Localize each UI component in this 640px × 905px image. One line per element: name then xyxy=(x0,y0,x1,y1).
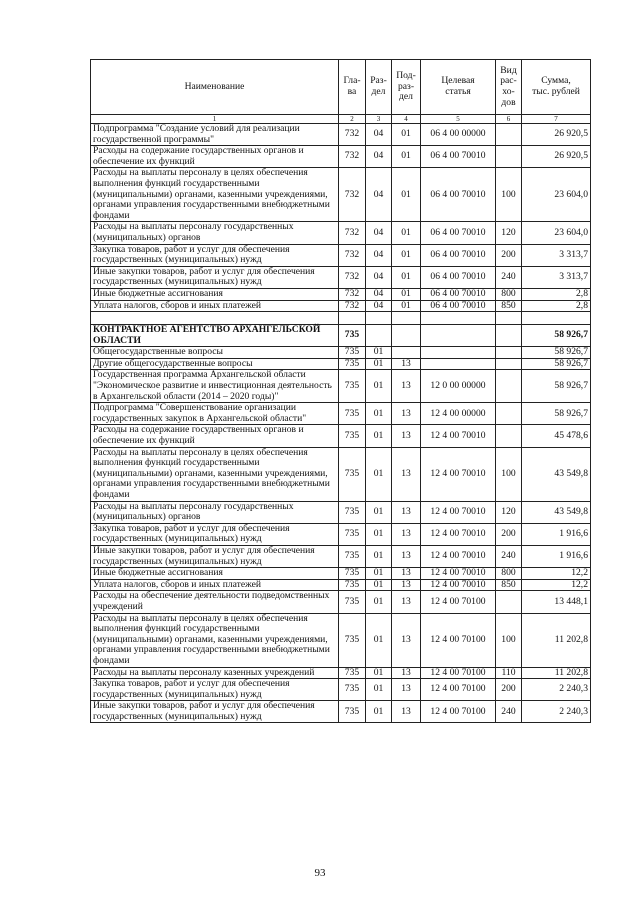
row-section: 01 xyxy=(366,701,392,723)
row-subsection: 13 xyxy=(392,591,421,613)
spacer-cell xyxy=(366,312,392,325)
row-chapter: 735 xyxy=(339,591,366,613)
header-name: Наименование xyxy=(91,60,339,115)
row-subsection: 01 xyxy=(392,124,421,146)
row-name: Подпрограмма "Совершенствование организации государственных закупок в Архангельской области" xyxy=(91,403,339,425)
column-number: 2 xyxy=(339,115,366,124)
budget-table xyxy=(90,59,591,723)
row-name: Уплата налогов, сборов и иных платежей xyxy=(91,300,339,312)
table-row xyxy=(91,579,591,591)
row-section: 04 xyxy=(366,222,392,244)
table-row xyxy=(91,591,591,613)
row-expense-type xyxy=(496,358,522,370)
row-chapter: 735 xyxy=(339,347,366,359)
row-target: 12 4 00 70010 xyxy=(421,447,496,501)
row-sum: 26 920,5 xyxy=(522,146,591,168)
row-section: 04 xyxy=(366,244,392,266)
row-expense-type xyxy=(496,403,522,425)
row-subsection: 13 xyxy=(392,523,421,545)
row-chapter: 735 xyxy=(339,501,366,523)
row-name: Другие общегосударственные вопросы xyxy=(91,358,339,370)
row-section: 04 xyxy=(366,300,392,312)
row-target: 06 4 00 70010 xyxy=(421,222,496,244)
row-sum: 12,2 xyxy=(522,568,591,580)
column-number: 3 xyxy=(366,115,392,124)
spacer-cell xyxy=(339,312,366,325)
row-target: 06 4 00 70010 xyxy=(421,288,496,300)
row-subsection xyxy=(392,325,421,347)
row-expense-type xyxy=(496,325,522,347)
row-sum: 43 549,8 xyxy=(522,501,591,523)
spacer-cell xyxy=(91,312,339,325)
row-section: 01 xyxy=(366,501,392,523)
row-subsection: 13 xyxy=(392,679,421,701)
table-row xyxy=(91,701,591,723)
header-subsection: Под- раз- дел xyxy=(392,60,421,115)
row-target: 06 4 00 70010 xyxy=(421,300,496,312)
table-row xyxy=(91,425,591,447)
row-expense-type: 200 xyxy=(496,679,522,701)
table-row xyxy=(91,679,591,701)
row-target: 06 4 00 70010 xyxy=(421,244,496,266)
row-expense-type: 850 xyxy=(496,579,522,591)
row-name: Расходы на выплаты персоналу государственных (муниципальных) органов xyxy=(91,222,339,244)
row-chapter: 735 xyxy=(339,679,366,701)
row-sum: 26 920,5 xyxy=(522,124,591,146)
row-name: Расходы на содержание государственных органов и обеспечение их функций xyxy=(91,146,339,168)
table-row xyxy=(91,222,591,244)
row-sum: 58 926,7 xyxy=(522,358,591,370)
row-sum: 13 448,1 xyxy=(522,591,591,613)
row-subsection: 13 xyxy=(392,701,421,723)
header-section: Раз- дел xyxy=(366,60,392,115)
spacer-cell xyxy=(421,312,496,325)
page-number: 93 xyxy=(314,867,326,879)
row-target: 12 4 00 70100 xyxy=(421,591,496,613)
row-expense-type: 800 xyxy=(496,568,522,580)
row-section: 01 xyxy=(366,579,392,591)
column-number: 4 xyxy=(392,115,421,124)
header-sum: Сумма, тыс. рублей xyxy=(522,60,591,115)
row-target: 12 4 00 70100 xyxy=(421,667,496,679)
row-sum: 12,2 xyxy=(522,579,591,591)
row-subsection: 13 xyxy=(392,613,421,667)
table-row xyxy=(91,266,591,288)
row-chapter: 732 xyxy=(339,244,366,266)
spacer-cell xyxy=(392,312,421,325)
row-section: 04 xyxy=(366,146,392,168)
row-subsection: 13 xyxy=(392,370,421,403)
header-chapter: Гла- ва xyxy=(339,60,366,115)
row-expense-type: 200 xyxy=(496,244,522,266)
row-name: Закупка товаров, работ и услуг для обеспечения государственных (муниципальных) нужд xyxy=(91,244,339,266)
row-target: 12 4 00 00000 xyxy=(421,403,496,425)
row-expense-type: 240 xyxy=(496,545,522,567)
row-name: Расходы на выплаты персоналу в целях обеспечения выполнения функций государственными (муниципальными) органами, казенными учреждениями, органами управления государственными внебюджетными фондами xyxy=(91,613,339,667)
header-target: Целевая статья xyxy=(421,60,496,115)
table-row xyxy=(91,545,591,567)
row-target: 12 4 00 70010 xyxy=(421,523,496,545)
spacer-cell xyxy=(522,312,591,325)
row-expense-type: 200 xyxy=(496,523,522,545)
row-subsection: 13 xyxy=(392,358,421,370)
table-row xyxy=(91,523,591,545)
column-number: 7 xyxy=(522,115,591,124)
row-sum: 23 604,0 xyxy=(522,168,591,222)
row-sum: 23 604,0 xyxy=(522,222,591,244)
row-sum: 58 926,7 xyxy=(522,347,591,359)
row-name: Расходы на выплаты персоналу в целях обеспечения выполнения функций государственными (муниципальными) органами, казенными учреждениями, органами управления государственными внебюджетными фондами xyxy=(91,168,339,222)
row-target: 12 4 00 70010 xyxy=(421,579,496,591)
row-expense-type xyxy=(496,347,522,359)
row-name: Расходы на выплаты персоналу в целях обеспечения выполнения функций государственными (муниципальными) органами, казенными учреждениями, органами управления государственными внебюджетными фондами xyxy=(91,447,339,501)
row-target: 12 4 00 70100 xyxy=(421,701,496,723)
row-expense-type xyxy=(496,370,522,403)
row-chapter: 732 xyxy=(339,266,366,288)
row-section: 01 xyxy=(366,613,392,667)
row-expense-type xyxy=(496,146,522,168)
row-target: 12 4 00 70100 xyxy=(421,613,496,667)
row-section: 01 xyxy=(366,347,392,359)
row-chapter: 732 xyxy=(339,222,366,244)
row-target: 12 4 00 70010 xyxy=(421,568,496,580)
row-name: КОНТРАКТНОЕ АГЕНТСТВО АРХАНГЕЛЬСКОЙ ОБЛАСТИ xyxy=(91,325,339,347)
row-section: 01 xyxy=(366,523,392,545)
row-chapter: 732 xyxy=(339,288,366,300)
row-chapter: 735 xyxy=(339,358,366,370)
row-subsection: 13 xyxy=(392,447,421,501)
row-subsection: 01 xyxy=(392,146,421,168)
row-subsection: 01 xyxy=(392,300,421,312)
row-target: 12 0 00 00000 xyxy=(421,370,496,403)
row-name: Иные бюджетные ассигнования xyxy=(91,568,339,580)
row-target xyxy=(421,347,496,359)
row-name: Общегосударственные вопросы xyxy=(91,347,339,359)
row-sum: 11 202,8 xyxy=(522,613,591,667)
row-sum: 11 202,8 xyxy=(522,667,591,679)
row-chapter: 735 xyxy=(339,370,366,403)
row-sum: 43 549,8 xyxy=(522,447,591,501)
row-section xyxy=(366,325,392,347)
table-row xyxy=(91,568,591,580)
row-section: 01 xyxy=(366,591,392,613)
row-name: Иные закупки товаров, работ и услуг для обеспечения государственных (муниципальных) нужд xyxy=(91,545,339,567)
row-subsection: 13 xyxy=(392,667,421,679)
row-expense-type xyxy=(496,124,522,146)
row-sum: 3 313,7 xyxy=(522,266,591,288)
row-subsection: 13 xyxy=(392,568,421,580)
row-chapter: 735 xyxy=(339,613,366,667)
table-row xyxy=(91,300,591,312)
table-row xyxy=(91,501,591,523)
row-chapter: 732 xyxy=(339,300,366,312)
header-expense-type: Вид рас- хо- дов xyxy=(496,60,522,115)
row-sum: 3 313,7 xyxy=(522,244,591,266)
column-number: 5 xyxy=(421,115,496,124)
row-name: Закупка товаров, работ и услуг для обеспечения государственных (муниципальных) нужд xyxy=(91,523,339,545)
row-expense-type xyxy=(496,425,522,447)
row-target: 12 4 00 70010 xyxy=(421,501,496,523)
row-target: 06 4 00 00000 xyxy=(421,124,496,146)
row-target: 12 4 00 70010 xyxy=(421,425,496,447)
row-target xyxy=(421,325,496,347)
column-number: 6 xyxy=(496,115,522,124)
row-section: 04 xyxy=(366,266,392,288)
row-expense-type: 240 xyxy=(496,266,522,288)
row-section: 01 xyxy=(366,545,392,567)
row-sum: 2 240,3 xyxy=(522,701,591,723)
row-chapter: 735 xyxy=(339,701,366,723)
row-chapter: 735 xyxy=(339,403,366,425)
row-chapter: 735 xyxy=(339,568,366,580)
row-chapter: 735 xyxy=(339,325,366,347)
column-number: 1 xyxy=(91,115,339,124)
header-row xyxy=(91,60,591,115)
row-name: Расходы на содержание государственных органов и обеспечение их функций xyxy=(91,425,339,447)
spacer-row xyxy=(91,312,591,325)
row-expense-type: 100 xyxy=(496,613,522,667)
row-subsection: 01 xyxy=(392,244,421,266)
row-subsection xyxy=(392,347,421,359)
row-expense-type: 120 xyxy=(496,222,522,244)
row-subsection: 01 xyxy=(392,222,421,244)
row-sum: 2,8 xyxy=(522,300,591,312)
table-row xyxy=(91,244,591,266)
row-section: 01 xyxy=(366,568,392,580)
row-subsection: 13 xyxy=(392,545,421,567)
table-body xyxy=(91,124,591,723)
row-subsection: 13 xyxy=(392,403,421,425)
row-target: 06 4 00 70010 xyxy=(421,146,496,168)
row-expense-type: 100 xyxy=(496,447,522,501)
table-row xyxy=(91,358,591,370)
row-subsection: 01 xyxy=(392,168,421,222)
row-chapter: 735 xyxy=(339,667,366,679)
row-chapter: 735 xyxy=(339,425,366,447)
table-row xyxy=(91,613,591,667)
row-section: 04 xyxy=(366,124,392,146)
row-name: Подпрограмма "Создание условий для реализации государственной программы" xyxy=(91,124,339,146)
row-expense-type: 240 xyxy=(496,701,522,723)
row-sum: 58 926,7 xyxy=(522,370,591,403)
row-section: 01 xyxy=(366,370,392,403)
table-row xyxy=(91,667,591,679)
table-row xyxy=(91,403,591,425)
row-section: 01 xyxy=(366,403,392,425)
row-expense-type: 100 xyxy=(496,168,522,222)
row-subsection: 13 xyxy=(392,501,421,523)
row-sum: 58 926,7 xyxy=(522,325,591,347)
row-target: 06 4 00 70010 xyxy=(421,266,496,288)
table-row xyxy=(91,168,591,222)
row-section: 01 xyxy=(366,425,392,447)
row-expense-type: 850 xyxy=(496,300,522,312)
row-subsection: 13 xyxy=(392,579,421,591)
row-name: Уплата налогов, сборов и иных платежей xyxy=(91,579,339,591)
row-target: 12 4 00 70010 xyxy=(421,545,496,567)
row-chapter: 735 xyxy=(339,579,366,591)
table-row xyxy=(91,124,591,146)
row-name: Иные закупки товаров, работ и услуг для обеспечения государственных (муниципальных) нужд xyxy=(91,701,339,723)
spacer-cell xyxy=(496,312,522,325)
row-expense-type: 110 xyxy=(496,667,522,679)
row-section: 01 xyxy=(366,447,392,501)
row-section: 01 xyxy=(366,679,392,701)
row-section: 01 xyxy=(366,358,392,370)
row-name: Расходы на выплаты персоналу государственных (муниципальных) органов xyxy=(91,501,339,523)
row-expense-type: 800 xyxy=(496,288,522,300)
row-name: Государственная программа Архангельской области "Экономическое развитие и инвестиционная деятельность в Архангельской области (2014 – 2020 годы)" xyxy=(91,370,339,403)
row-sum: 1 916,6 xyxy=(522,545,591,567)
row-sum: 1 916,6 xyxy=(522,523,591,545)
row-chapter: 735 xyxy=(339,447,366,501)
row-target: 06 4 00 70010 xyxy=(421,168,496,222)
row-expense-type xyxy=(496,591,522,613)
row-target xyxy=(421,358,496,370)
table-row xyxy=(91,325,591,347)
row-section: 04 xyxy=(366,288,392,300)
row-name: Расходы на обеспечение деятельности подведомственных учреждений xyxy=(91,591,339,613)
row-target: 12 4 00 70100 xyxy=(421,679,496,701)
row-section: 01 xyxy=(366,667,392,679)
row-name: Иные бюджетные ассигнования xyxy=(91,288,339,300)
row-chapter: 732 xyxy=(339,124,366,146)
table-row xyxy=(91,370,591,403)
row-expense-type: 120 xyxy=(496,501,522,523)
row-chapter: 735 xyxy=(339,545,366,567)
row-chapter: 732 xyxy=(339,146,366,168)
row-sum: 2,8 xyxy=(522,288,591,300)
table-row xyxy=(91,146,591,168)
row-chapter: 732 xyxy=(339,168,366,222)
row-subsection: 13 xyxy=(392,425,421,447)
row-chapter: 735 xyxy=(339,523,366,545)
row-sum: 2 240,3 xyxy=(522,679,591,701)
row-section: 04 xyxy=(366,168,392,222)
row-name: Иные закупки товаров, работ и услуг для обеспечения государственных (муниципальных) нужд xyxy=(91,266,339,288)
row-sum: 45 478,6 xyxy=(522,425,591,447)
table-row xyxy=(91,447,591,501)
row-subsection: 01 xyxy=(392,288,421,300)
row-subsection: 01 xyxy=(392,266,421,288)
table-row xyxy=(91,347,591,359)
row-name: Расходы на выплаты персоналу казенных учреждений xyxy=(91,667,339,679)
row-sum: 58 926,7 xyxy=(522,403,591,425)
row-name: Закупка товаров, работ и услуг для обеспечения государственных (муниципальных) нужд xyxy=(91,679,339,701)
table-row xyxy=(91,288,591,300)
